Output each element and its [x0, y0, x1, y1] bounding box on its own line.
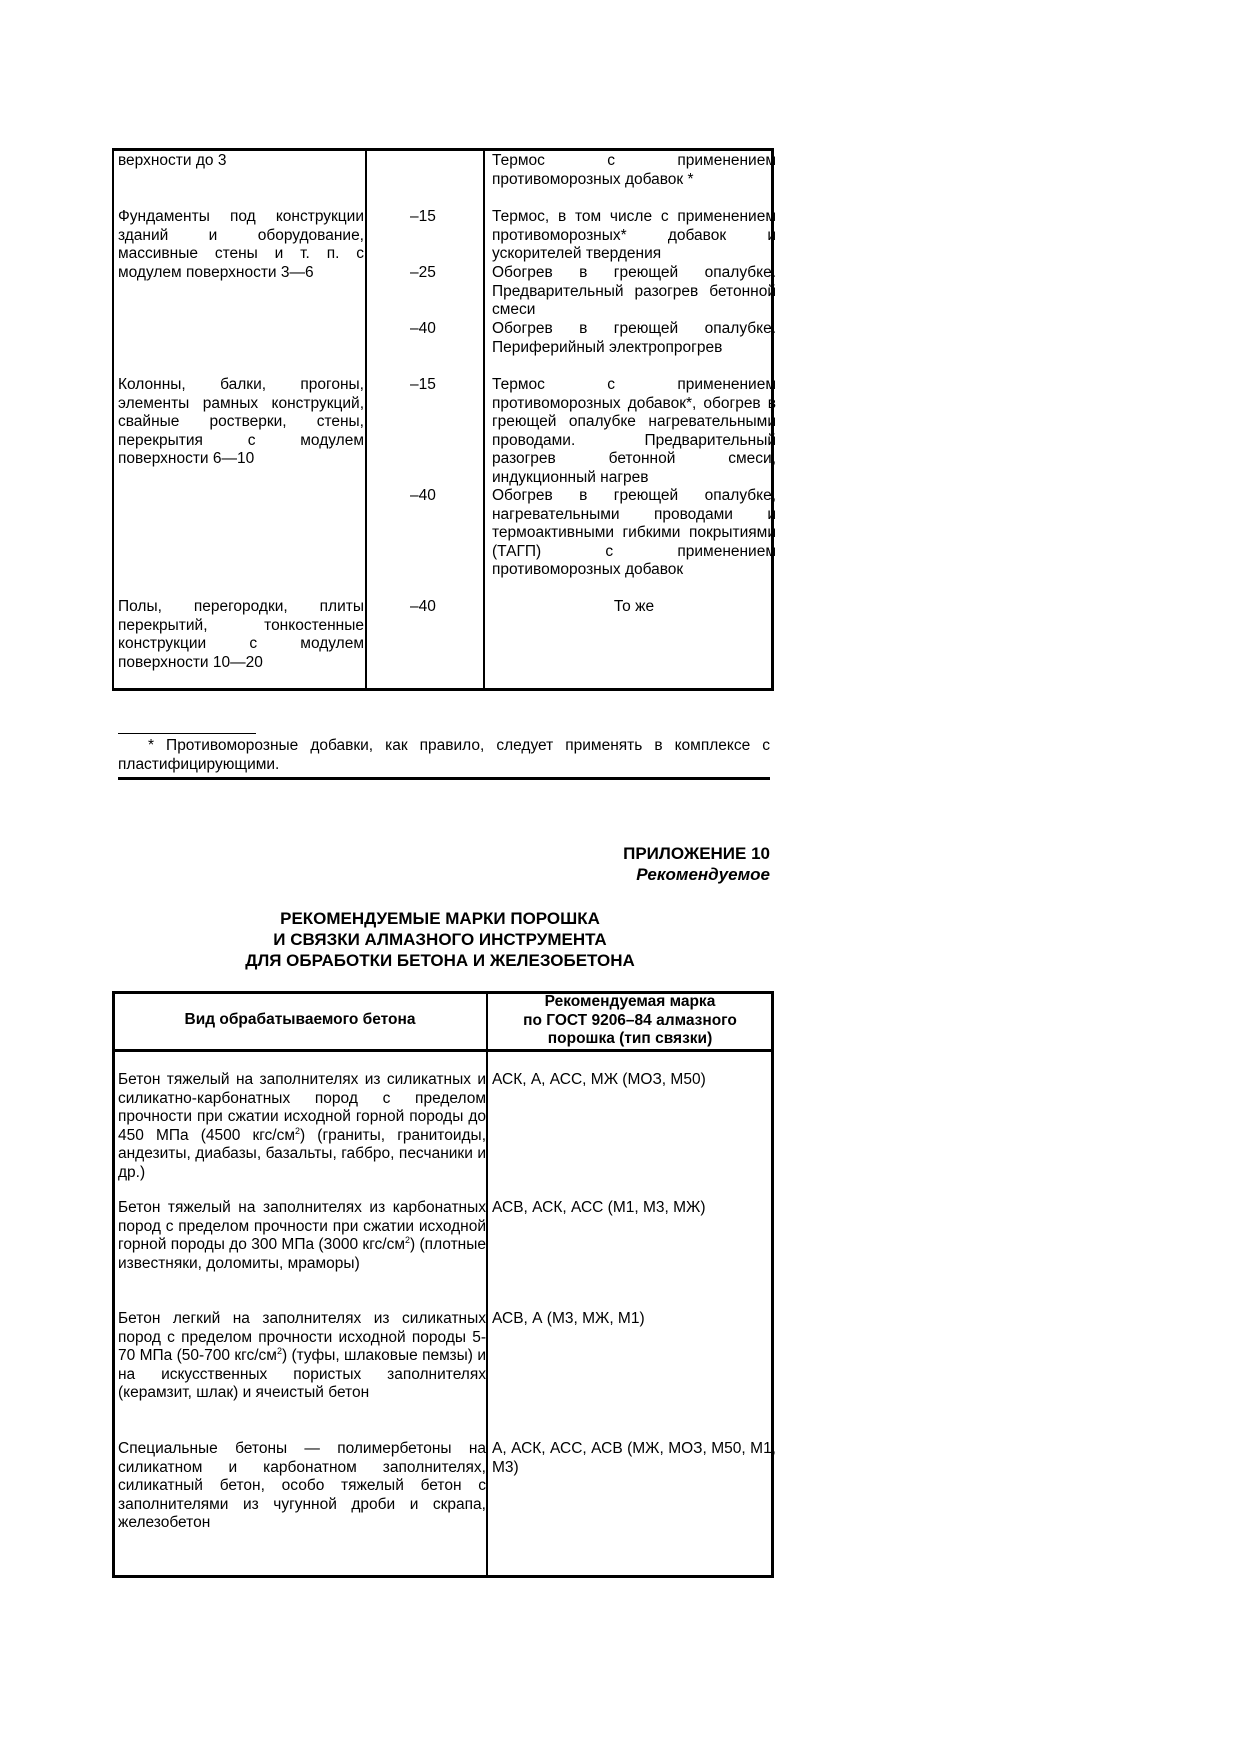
- table-col-divider: [365, 148, 367, 691]
- table-col-divider: [486, 991, 488, 1578]
- grade-cell: А, АСК, АСС, АСВ (МЖ, МОЗ, М50, М1, М3): [492, 1440, 776, 1476]
- title-line: И СВЯЗКИ АЛМАЗНОГО ИНСТРУМЕНТА: [273, 930, 607, 949]
- temperature-cell: –15: [410, 376, 436, 393]
- concrete-type-cell: Бетон тяжелый на заполнителях из карбонатных пород с пределом прочности при сжатии исходной горной породы до 300 МПа (3000 кгс/$см^2$) (плотные известняки, доломиты, мраморы): [118, 1199, 486, 1272]
- construction-cell: Колонны, балки, прогоны, элементы рамных конструкций, свайные ростверки, стены, перекрытия с модулем поверхности 6—10: [118, 376, 364, 468]
- header-line: по ГОСТ 9206–84 алмазного: [523, 1011, 737, 1029]
- method-cell: Термос с применением противоморозных добавок*, обогрев в греющей опалубке нагревательными проводами. Предварительный разогрев бетонной смеси, индукционный нагрев: [492, 376, 776, 486]
- footnote: * Противоморозные добавки, как правило, следует применять в комплексе с пластифицирующими.: [118, 737, 770, 773]
- header-line: порошка (тип связки): [547, 1030, 713, 1048]
- temperature-cell: –40: [410, 487, 436, 504]
- footnote-separator: [118, 733, 256, 734]
- title-line: ДЛЯ ОБРАБОТКИ БЕТОНА И ЖЕЛЕЗОБЕТОНА: [245, 951, 635, 970]
- column-header-grade: [490, 993, 770, 1049]
- method-cell: Обогрев в греющей опалубке. Периферийный электропрогрев: [492, 320, 776, 356]
- construction-cell: верхности до 3: [118, 152, 227, 169]
- method-cell: Обогрев в греющей опалубке. Предварительный разогрев бетонной смеси: [492, 264, 776, 319]
- concrete-type-cell: Бетон тяжелый на заполнителях из силикатных и силикатно-карбонатных пород с пределом прочности при сжатии исходной горной породы до 450 МПа (4500 кгс/$см^2$) (граниты, гранитоиды, андезиты, диабазы, базальты, габбро, песчаники и др.): [118, 1071, 487, 1181]
- concrete-type-cell: Специальные бетоны — полимербетоны на силикатном и карбонатном заполнителях, силикатный бетон, особо тяжелый бетон с заполнителями из чугунной дроби и скрапа, железобетон: [118, 1440, 486, 1532]
- method-cell: Термос, в том числе с применением противоморозных* добавок и ускорителей твердения: [492, 208, 776, 263]
- grade-cell: АСК, А, АСС, МЖ (МОЗ, М50): [492, 1071, 706, 1088]
- grade-cell: АСВ, А (М3, МЖ, М1): [492, 1310, 645, 1327]
- table-top-border: [112, 148, 774, 151]
- appendix-label: ПРИЛОЖЕНИЕ 10: [623, 844, 770, 863]
- footnote-rule: [118, 777, 770, 780]
- temperature-cell: –40: [410, 320, 436, 337]
- table-header-border: [112, 1049, 774, 1052]
- title-line: РЕКОМЕНДУЕМЫЕ МАРКИ ПОРОШКА: [280, 909, 600, 928]
- table-left-border: [112, 991, 115, 1578]
- page-title: [180, 908, 700, 971]
- concrete-type-cell: Бетон легкий на заполнителях из силикатных пород с пределом прочности исходной породы 5-70 МПа (50-700 кгс/$см^2$) (туфы, шлаковые пемзы) и на искусственных пористых заполнителях (керамзит, шлак) и ячеистый бетон: [118, 1310, 486, 1402]
- column-header-concrete: Вид обрабатываемого бетона: [184, 1011, 416, 1028]
- construction-cell: Полы, перегородки, плиты перекрытий, тонкостенные конструкции с модулем поверхности 10—20: [118, 598, 364, 671]
- method-cell: То же: [613, 598, 655, 615]
- appendix-status: Рекомендуемое: [636, 865, 770, 884]
- construction-cell: Фундаменты под конструкции зданий и оборудование, массивные стены и т. п. с модулем поверхности 3—6: [118, 208, 364, 281]
- grade-cell: АСВ, АСК, АСС (М1, М3, МЖ): [492, 1199, 706, 1216]
- temperature-cell: –15: [410, 208, 436, 225]
- temperature-cell: –25: [410, 264, 436, 281]
- temperature-cell: –40: [410, 598, 436, 615]
- table-col-divider: [483, 148, 485, 691]
- method-cell: Обогрев в греющей опалубке, нагревательными проводами и термоактивными гибкими покрытиями (ТАГП) с применением противоморозных добавок: [492, 487, 776, 579]
- header-line: Рекомендуемая марка: [544, 993, 716, 1010]
- table-bottom-border: [112, 1575, 774, 1578]
- table-bottom-border: [112, 688, 774, 691]
- table-left-border: [112, 148, 114, 691]
- method-cell: Термос с применением противоморозных добавок *: [492, 152, 776, 188]
